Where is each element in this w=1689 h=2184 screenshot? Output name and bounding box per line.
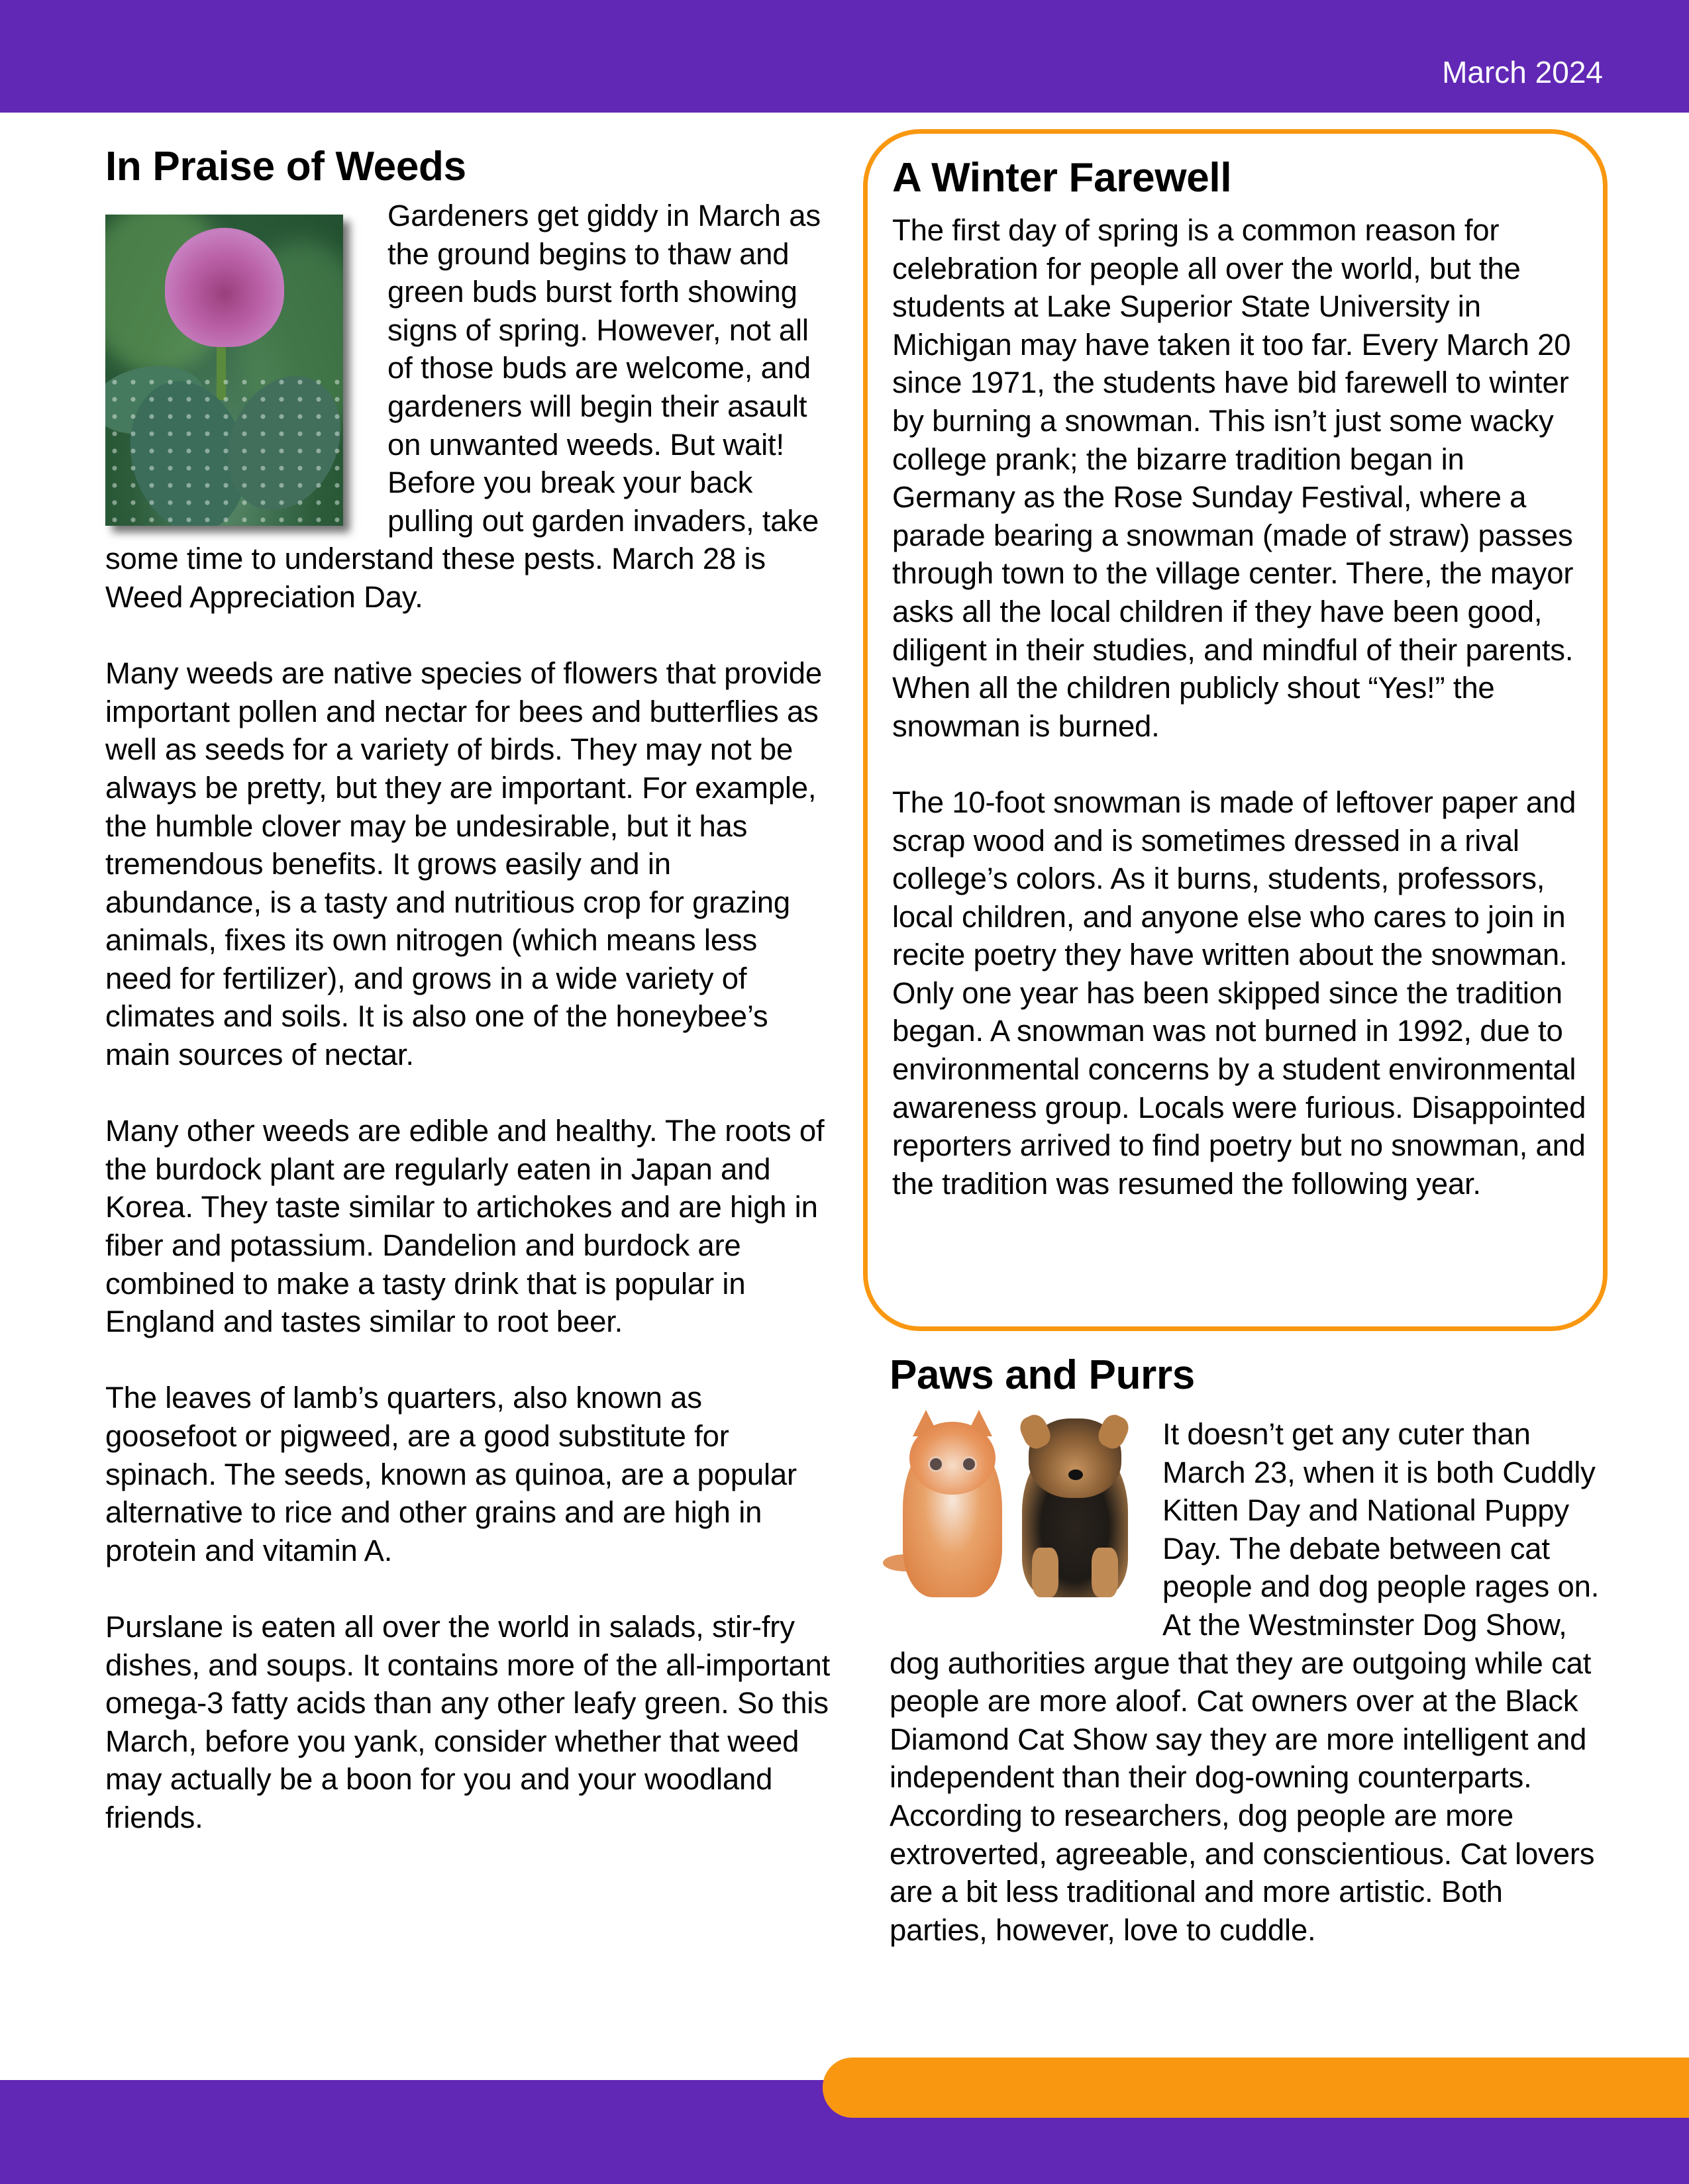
article-title: Paws and Purrs (890, 1352, 1195, 1398)
paragraph: Purslane is eaten all over the world in salads, stir-fry dishes, and soups. It contains more of the all-important omega-3 fatty acids than any other leafy green. So this March, before you yank, consider whether that weed may actually be a boon for you and your woodland friends. (105, 1609, 831, 1834)
paragraph: Gardeners get giddy in March as the ground begins to thaw and green buds burst forth showing signs of spring. However, not all of those buds are welcome, and gardeners will begin their asault on unwanted weeds. But wait! Before you break your back pulling out garden invaders, take some time to understand these pests. March 28 is Weed Appreciation Day. (105, 199, 821, 614)
paragraph: The 10-foot snowman is made of leftover paper and scrap wood and is sometimes dressed in a rival college’s colors. As it burns, students, professors, local children, and anyone else who cares to join in recite poetry they have written about the snowman. Only one year has been skipped since the tradition began. A snowman was not burned in 1992, due to environmental concerns by a student environmental awareness group. Locals were furious. Disappointed reporters arrived to find poetry but no snowman, and the tradition was resumed the following year. (892, 785, 1586, 1201)
paragraph: It doesn’t get any cuter than March 23, when it is both Cuddly Kitten Day and National Puppy Day. The debate between cat people and dog people rages on. At the Westminster Dog Show, dog authorities argue that they are outgoing while cat people are more aloof. Cat owners over at the Black Diamond Cat Show say they are more intelligent and independent than their dog-owning counterparts. According to researchers, dog people are more extroverted, agreeable, and conscientious. Cat lovers are a bit less traditional and more artistic. Both parties, however, love to cuddle. (890, 1417, 1600, 1947)
footer-accent-bar (823, 2058, 1689, 2118)
dog-leg-shape (1092, 1548, 1118, 1597)
issue-date: March 2024 (1442, 55, 1603, 89)
clover-bloom-shape (165, 228, 284, 347)
paragraph: Many other weeds are edible and healthy. The roots of the burdock plant are regularly eaten in Japan and Korea. They taste similar to artichokes and are high in fiber and potassium. Dandelion and burdock are combined to make a tasty drink that is popular in England and tastes similar to root beer. (105, 1114, 825, 1339)
article-weeds (105, 137, 831, 1837)
dew-drops (105, 373, 343, 526)
paragraph: The first day of spring is a common reason for celebration for people all over the world, but the students at Lake Superior State University in Michigan may have taken it too far. Every March 20 since 1971, the students have bid farewell to winter by burning a snowman. This isn’t just some wacky college prank; the bizarre tradition began in Germany as the Rose Sunday Festival, where a parade bearing a snowman (made of straw) passes through town to the village center. There, the mayor asks all the local children if they have been good, diligent in their studies, and mindful of their parents. When all the children publicly shout “Yes!” the snowman is burned. (892, 213, 1574, 743)
article-body (105, 197, 831, 1837)
cat-eye-shape (961, 1456, 977, 1472)
article-body (890, 1415, 1605, 1949)
cat-eye-shape (928, 1456, 944, 1472)
header-band (0, 0, 1689, 113)
dog-nose-shape (1068, 1469, 1083, 1480)
article-winter-callout (863, 129, 1608, 1331)
clover-flower-image (105, 215, 343, 526)
paragraph: Many weeds are native species of flowers that provide important pollen and nectar for bees and butterflies as well as seeds for a variety of birds. They may not be always be pretty, but they are important. For example, the humble clover may be undesirable, but it has tremendous benefits. It grows easily and in abundance, is a tasty and nutritious crop for grazing animals, fixes its own nitrogen (which means less need for fertilizer), and grows in a wide variety of climates and soils. It is also one of the honeybee’s main sources of nectar. (105, 656, 822, 1072)
cat-head-shape (909, 1422, 996, 1495)
article-title: A Winter Farewell (892, 155, 1232, 201)
kitten-and-puppy-image (890, 1415, 1135, 1607)
dog-leg-shape (1032, 1548, 1058, 1597)
paragraph: The leaves of lamb’s quarters, also known as goosefoot or pigweed, are a good substitute for spinach. The seeds, known as quinoa, are a popular alternative to rice and other grains and are high in protein and vitamin A. (105, 1381, 797, 1567)
callout-content (892, 148, 1594, 1203)
article-title: In Praise of Weeds (105, 144, 466, 189)
article-paws (890, 1346, 1605, 1949)
